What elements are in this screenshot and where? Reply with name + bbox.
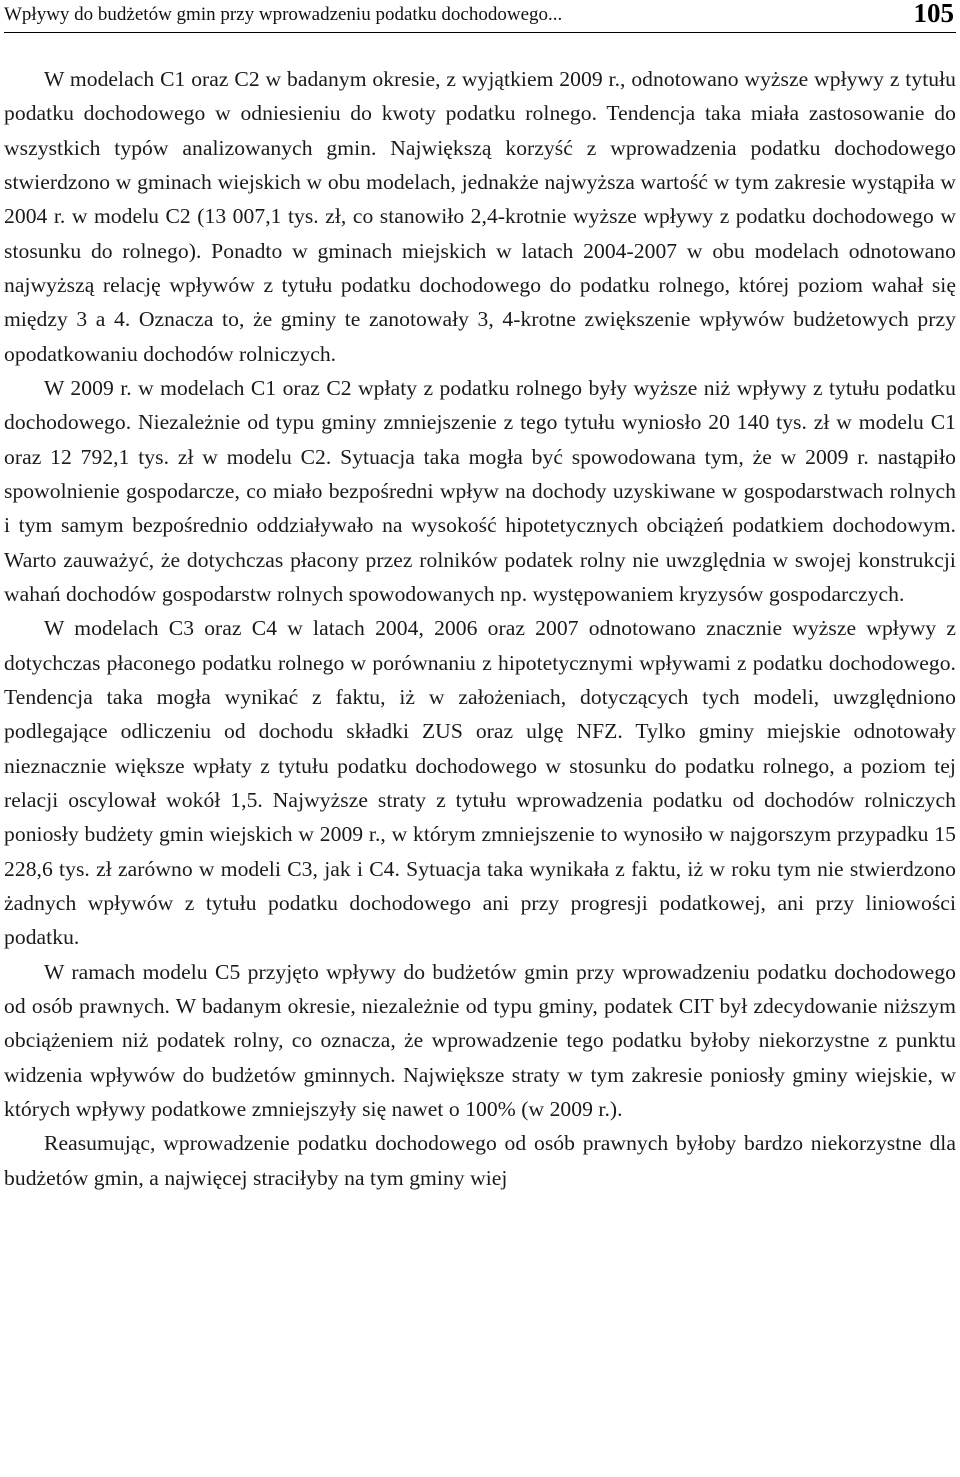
paragraph: W modelach C1 oraz C2 w badanym okresie, z wyjątkiem 2009 r., odnotowano wyższe wpływy z tytułu podatku dochodowego w odniesieniu do kwoty podatku rolnego. Tendencja taka miała zastosowanie do wszystkich typów analizowanych gmin. Największą korzyść z wprowadzenia podatku dochodowego stwierdzono w gminach wiejskich w obu modelach, jednakże najwyższa wartość w tym zakresie wystąpiła w 2004 r. w modelu C2 (13 007,1 tys. zł, co stanowiło 2,4-krotnie wyższe wpływy z podatku dochodowego w stosunku do rolnego). Ponadto w gminach miejskich w latach 2004-2007 w obu modelach odnotowano najwyższą relację wpływów z tytułu podatku dochodowego do podatku rolnego, której poziom wahał się między 3 a 4. Oznacza to, że gminy te zanotowały 3, 4-krotne zwiększenie wpływów budżetowych przy opodatkowaniu dochodów rolniczych. bbox=[4, 67, 956, 366]
paragraph: W 2009 r. w modelach C1 oraz C2 wpłaty z podatku rolnego były wyższe niż wpływy z tytułu podatku dochodowego. Niezależnie od typu gminy zmniejszenie z tego tytułu wyniosło 20 140 tys. zł w modelu C1 oraz 12 792,1 tys. zł w modelu C2. Sytuacja taka mogła być spowodowana tym, że w 2009 r. nastąpiło spowolnienie gospodarcze, co miało bezpośredni wpływ na dochody uzyskiwane w gospodarstwach rolnych i tym samym bezpośrednio oddziaływało na wysokość hipotetycznych obciążeń podatkiem dochodowym. Warto zauważyć, że dotychczas płacony przez rolników podatek rolny nie uwzględnia w swojej konstrukcji wahań dochodów gospodarstw rolnych spowodowanych np. występowaniem kryzysów gospodarczych. bbox=[4, 375, 956, 606]
running-title: Wpływy do budżetów gmin przy wprowadzeniu podatku dochodowego... bbox=[4, 4, 563, 25]
paragraph: W modelach C3 oraz C4 w latach 2004, 2006 oraz 2007 odnotowano znacznie wyższe wpływy z dotychczas płaconego podatku rolnego w porównaniu z hipotetycznymi wpływami z podatku dochodowego. Tendencja taka mogła wynikać z faktu, iż w założeniach, dotyczących tych modeli, uwzględniono podlegające odliczeniu od dochodu składki ZUS oraz ulgę NFZ. Tylko gminy miejskie odnotowały nieznacznie większe wpłaty z tytułu podatku dochodowego w stosunku do podatku rolnego, a poziom tej relacji oscylował wokół 1,5. Najwyższe straty z tytułu wprowadzenia podatku od dochodów rolniczych poniosły budżety gmin wiejskich w 2009 r., w którym zmniejszenie to wynosiło w najgorszym przypadku 15 228,6 tys. zł zarówno w modeli C3, jak i C4. Sytuacja taka wynikała z faktu, iż w roku tym nie stwierdzono żadnych wpływów z tytułu podatku dochodowego ani przy progresji podatkowej, ani przy liniowości podatku. bbox=[4, 616, 956, 950]
paragraph: Reasumując, wprowadzenie podatku dochodowego od osób prawnych byłoby bardzo niekorzystne dla budżetów gmin, a najwięcej straciłyby na tym gminy wiej bbox=[4, 1131, 956, 1190]
page-number: 105 bbox=[913, 0, 954, 28]
running-header bbox=[4, 0, 956, 33]
body-text bbox=[4, 62, 956, 1195]
paragraph: W ramach modelu C5 przyjęto wpływy do budżetów gmin przy wprowadzeniu podatku dochodowego od osób prawnych. W badanym okresie, niezależnie od typu gminy, podatek CIT był zdecydowanie niższym obciążeniem niż podatek rolny, co oznacza, że wprowadzenie tego podatku byłoby niekorzystne z punktu widzenia wpływów do budżetów gminnych. Największe straty w tym zakresie poniosły gminy wiejskie, w których wpływy podatkowe zmniejszyły się nawet o 100% (w 2009 r.). bbox=[4, 959, 956, 1121]
